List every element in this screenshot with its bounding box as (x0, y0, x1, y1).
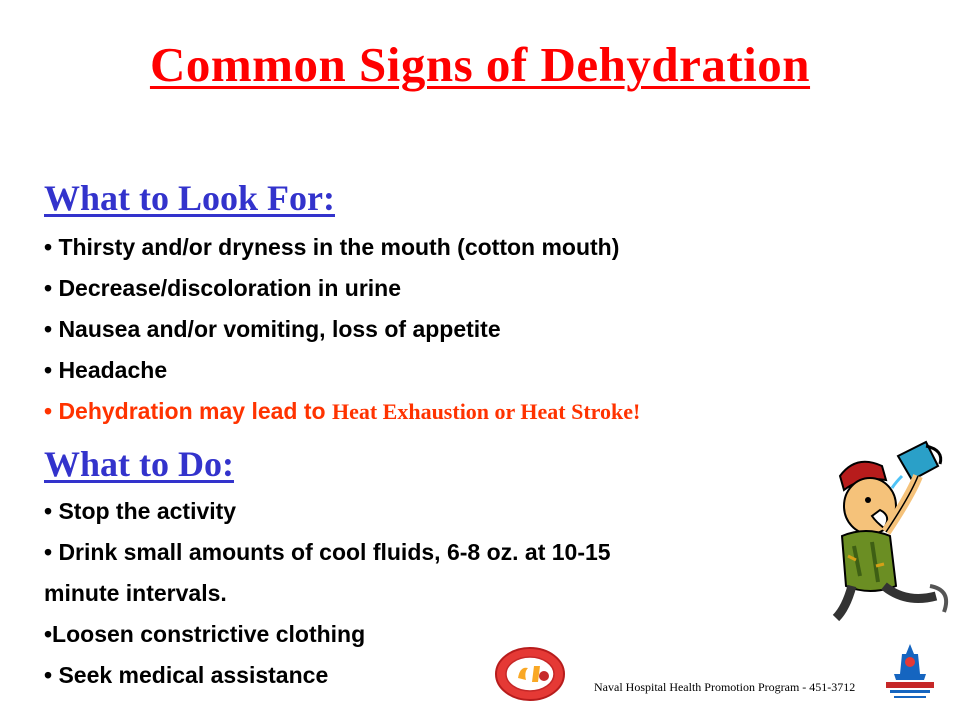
warning-emphasis: Heat Exhaustion or Heat Stroke! (331, 399, 641, 424)
to-do-item-4: • Seek medical assistance (44, 662, 329, 688)
to-do-item-2-cont: minute intervals. (44, 580, 227, 606)
look-for-heading: What to Look For: (44, 178, 335, 218)
look-for-item-2: • Decrease/discoloration in urine (44, 275, 401, 301)
slide-title: Common Signs of Dehydration (149, 37, 811, 92)
to-do-item-2: • Drink small amounts of cool fluids, 6-8 oz. at 10-15 (44, 539, 611, 565)
drinking-person-icon (826, 436, 956, 626)
force-the-future-logo-icon (880, 640, 940, 706)
to-do-heading: What to Do: (44, 444, 234, 484)
warning-line (44, 400, 640, 423)
look-for-item-4: • Headache (44, 357, 168, 383)
footer-text: Naval Hospital Health Promotion Program - 451-3712 (594, 680, 856, 694)
look-for-item-3: • Nausea and/or vomiting, loss of appetite (44, 316, 501, 342)
look-for-item-1: • Thirsty and/or dryness in the mouth (cotton mouth) (44, 234, 620, 260)
semper-fit-logo-icon (494, 646, 566, 702)
warning-prefix: • Dehydration may lead to (44, 398, 332, 424)
to-do-item-3: •Loosen constrictive clothing (44, 621, 366, 647)
to-do-item-1: • Stop the activity (44, 498, 237, 524)
